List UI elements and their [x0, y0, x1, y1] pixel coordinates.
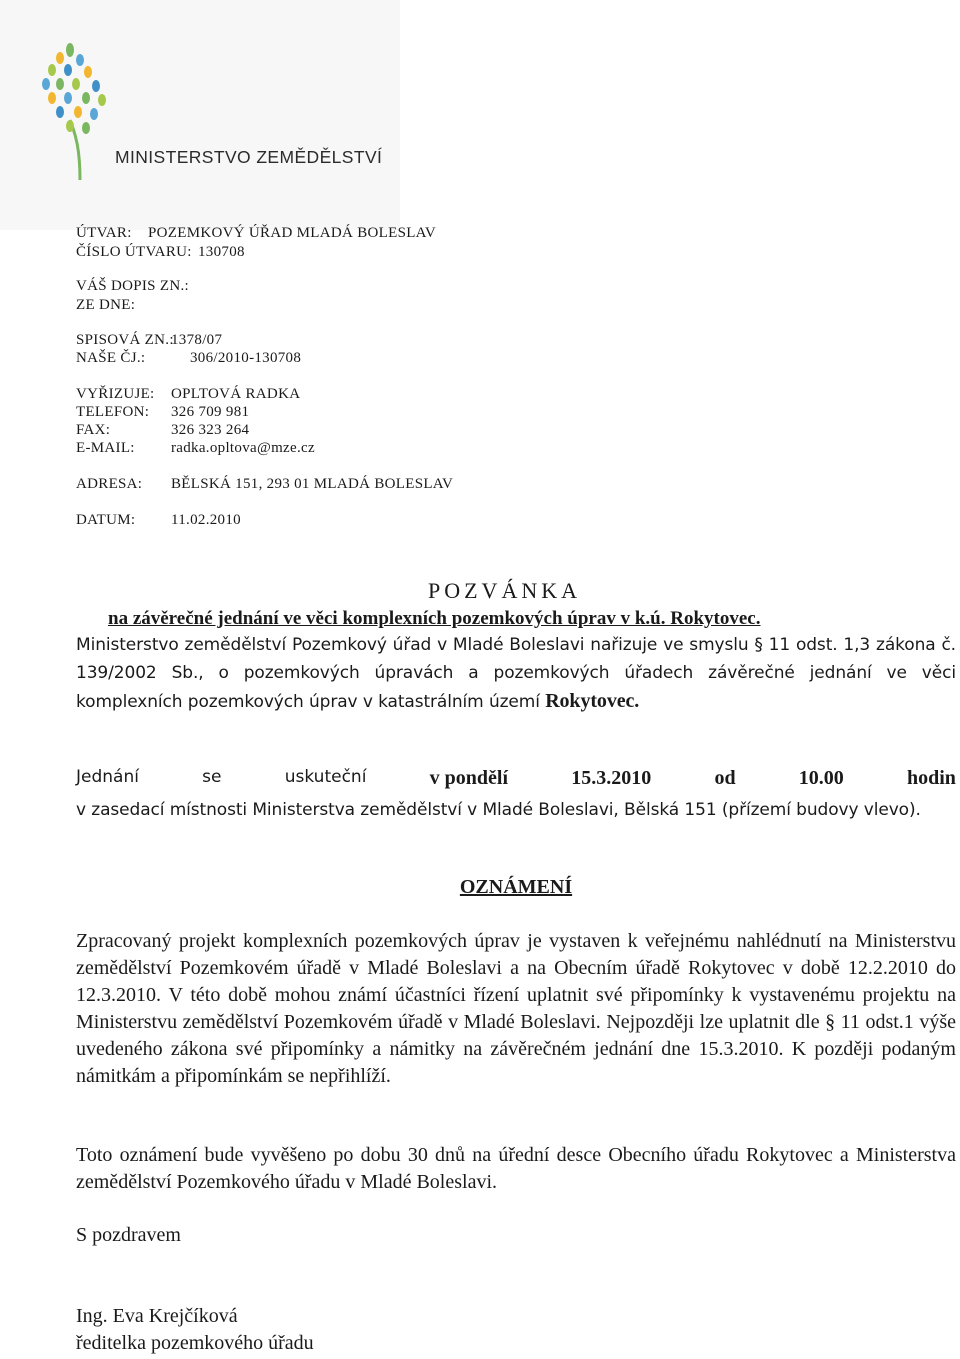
spisova-value: 1378/07 [171, 332, 223, 348]
telefon-value: 326 709 981 [171, 404, 250, 420]
cislo-label: ČÍSLO ÚTVARU: [76, 244, 192, 260]
logo-area [0, 0, 400, 230]
intro-text: Ministerstvo zemědělství Pozemkový úřad v Mladé Boleslavi nařizuje ve smyslu § 11 odst. 1,3 zákona č. 139/2002 Sb., o pozemkových úpravách a pozemkových úřadech závěrečné jednání ve věci komplexních pozemkových úprav v katastrálním území [76, 635, 956, 712]
spisova-row [76, 331, 223, 349]
spisova-label: SPISOVÁ ZN.: [76, 332, 174, 348]
nase-cj-row [76, 349, 302, 367]
fax-row [76, 421, 250, 439]
ze-dne-row [76, 296, 135, 314]
vyrizuje-value: OPLTOVÁ RADKA [171, 386, 301, 402]
meeting-word-3: uskuteční [284, 767, 367, 787]
announcement-paragraph: Zpracovaný projekt komplexních pozemkových úprav je vystaven k veřejnému nahlédnutí na Ministerstvu zemědělství Pozemkovém úřadě v Mladé Boleslavi a na Obecním úřadě Rokytovec v době 12.2.2010 do 12.3.2010. V této době mohou známí účastníci řízení uplatnit své připomínky k vystavenému projektu na Ministerstvu zemědělství Pozemkovém úřadě v Mladé Boleslavi. Nejpozději lze uplatnit dle § 11 odst.1 výše uvedeného zákona své připomínky a námitky na závěrečném jednání dne 15.3.2010. K později podaným námitkám a připomínkám se nepřihlíží. [76, 930, 956, 1087]
vas-dopis-row [76, 277, 189, 295]
meeting-word-1: Jednání [76, 767, 139, 787]
email-label: E-MAIL: [76, 440, 135, 456]
adresa-row [76, 475, 454, 493]
ze-dne-label: ZE DNE: [76, 297, 136, 313]
nase-cj-value: 306/2010-130708 [190, 350, 302, 366]
telefon-label: TELEFON: [76, 404, 150, 420]
utvar-row [76, 224, 437, 242]
vyrizuje-row [76, 385, 301, 403]
nase-cj-label: NAŠE ČJ.: [76, 350, 146, 366]
meeting-word-2: se [202, 767, 222, 787]
intro-bold-place: Rokytovec. [545, 690, 640, 712]
intro-paragraph [76, 631, 956, 716]
adresa-label: ADRESA: [76, 476, 143, 492]
signatory-name: Ing. Eva Krejčíková [76, 1305, 238, 1327]
greeting: S pozdravem [76, 1224, 181, 1246]
fax-value: 326 323 264 [171, 422, 250, 438]
meeting-location: v zasedací místnosti Ministerstva zemědělství v Mladé Boleslavi, Bělská 151 (přízemí budovy vlevo). [76, 800, 921, 820]
datum-value: 11.02.2010 [171, 512, 241, 528]
announcement-heading: OZNÁMENÍ [459, 876, 573, 898]
fax-label: FAX: [76, 422, 111, 438]
cislo-row [76, 243, 245, 261]
meeting-day: v pondělí [429, 767, 508, 789]
vas-dopis-label: VÁŠ DOPIS ZN.: [76, 278, 189, 294]
email-row [76, 439, 315, 457]
signatory-position: ředitelka pozemkového úřadu [76, 1332, 314, 1354]
meeting-hodin: hodin [907, 767, 956, 789]
email-value: radka.opltova@mze.cz [171, 440, 315, 456]
adresa-value: BĚLSKÁ 151, 293 01 MLADÁ BOLESLAV [171, 476, 454, 492]
utvar-label: ÚTVAR: [76, 225, 132, 241]
utvar-value: POZEMKOVÝ ÚŘAD MLADÁ BOLESLAV [148, 225, 437, 241]
meeting-time: 10.00 [798, 767, 844, 789]
meeting-line [76, 767, 956, 790]
telefon-row [76, 403, 250, 421]
document-title: POZVÁNKA [428, 578, 581, 603]
logo-text: MINISTERSTVO ZEMĚDĚLSTVÍ [115, 147, 383, 167]
vyrizuje-label: VYŘIZUJE: [76, 386, 155, 402]
posting-paragraph: Toto oznámení bude vyvěšeno po dobu 30 dnů na úřední desce Obecního úřadu Rokytovec a Ministerstva zemědělství Pozemkového úřadu v Mladé Boleslavi. [76, 1144, 956, 1193]
meeting-date: 15.3.2010 [571, 767, 652, 789]
datum-label: DATUM: [76, 512, 136, 528]
meeting-od: od [714, 767, 736, 789]
datum-row [76, 511, 241, 529]
cislo-value: 130708 [198, 244, 245, 260]
document-subtitle: na závěrečné jednání ve věci komplexních pozemkových úprav v k.ú. Rokytovec. [108, 608, 761, 629]
ministry-tree-logo-icon [40, 40, 110, 180]
